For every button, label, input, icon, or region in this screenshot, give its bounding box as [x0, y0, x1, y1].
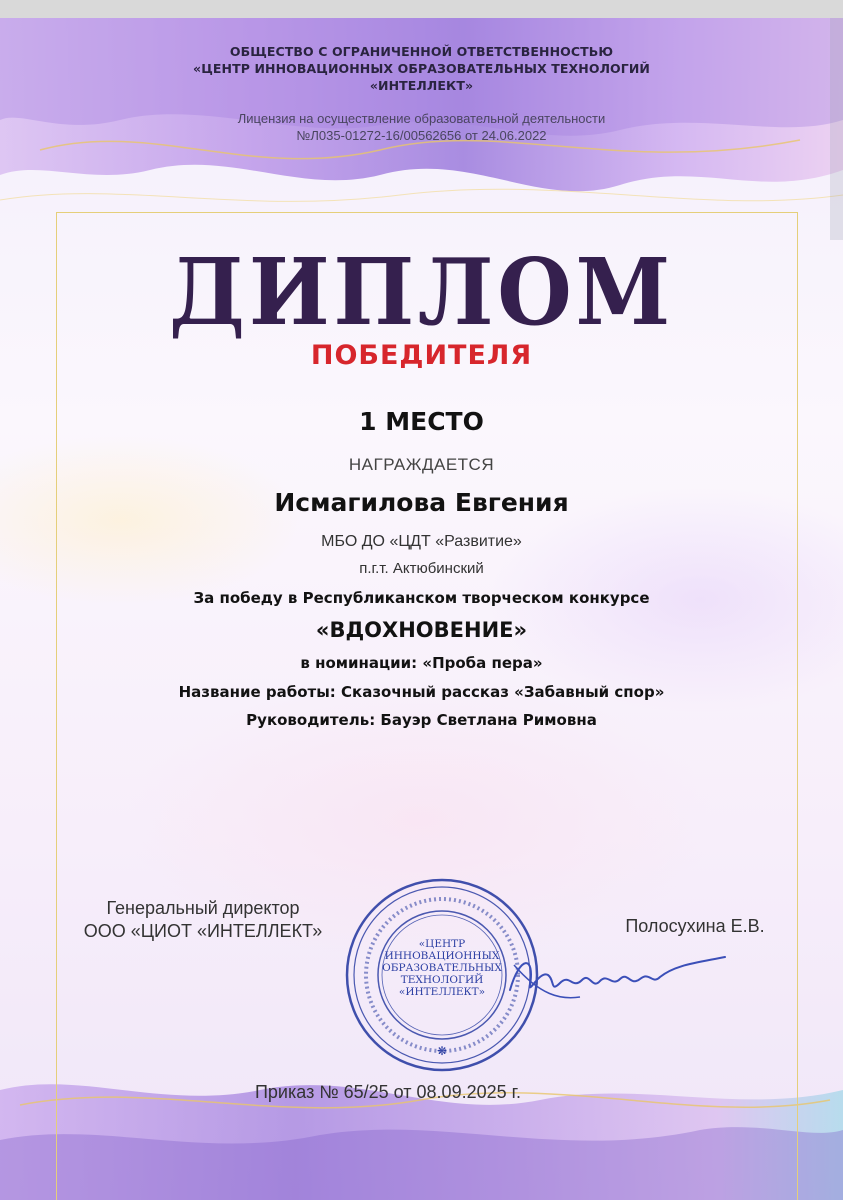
order-number: Приказ № 65/25 от 08.09.2025 г. [254, 1082, 521, 1102]
contest-name: «ВДОХНОВЕНИЕ» [315, 618, 528, 642]
diploma-title: ДИПЛОМ [169, 238, 674, 346]
recipient-city: п.г.т. Актюбинский [359, 560, 484, 577]
director-title [58, 897, 348, 943]
diploma-subtitle: ПОБЕДИТЕЛЯ [310, 340, 533, 371]
place: 1 МЕСТО [359, 407, 484, 436]
recipient-name: Исмагилова Евгения [274, 488, 569, 517]
award-reason: За победу в Республиканском творческом конкурсе [193, 589, 650, 607]
awarded-label: НАГРАЖДАЕТСЯ [348, 455, 495, 474]
director-line-1: Генеральный директор [106, 898, 300, 918]
work-title: Название работы: Сказочный рассказ «Забавный спор» [178, 683, 665, 701]
license-line-1: Лицензия на осуществление образовательной деятельности [237, 111, 606, 126]
license-line-2: №Л035-01272-16/00562656 от 24.06.2022 [296, 128, 547, 143]
svg-text:❋: ❋ [436, 1044, 448, 1058]
stamp-center-text: «ЦЕНТР ИННОВАЦИОННЫХ ОБРАЗОВАТЕЛЬНЫХ ТЕХНОЛОГИЙ «ИНТЕЛЛЕКТ» [382, 938, 502, 998]
handwritten-signature [500, 935, 730, 1015]
director-line-2: ООО «ЦИОТ «ИНТЕЛЛЕКТ» [83, 921, 323, 941]
license-info [0, 110, 843, 144]
org-line-1: ОБЩЕСТВО С ОГРАНИЧЕННОЙ ОТВЕТСТВЕННОСТЬЮ [229, 44, 614, 59]
organization-header [0, 43, 843, 94]
org-line-2: «ЦЕНТР ИННОВАЦИОННЫХ ОБРАЗОВАТЕЛЬНЫХ ТЕХНОЛОГИЙ [193, 61, 650, 76]
recipient-organization: МБО ДО «ЦДТ «Развитие» [321, 533, 522, 550]
signer-name: Полосухина Е.В. [625, 916, 765, 936]
supervisor: Руководитель: Бауэр Светлана Римовна [246, 711, 597, 729]
top-gray-band [0, 0, 843, 18]
nomination: в номинации: «Проба пера» [300, 654, 543, 672]
org-line-3: «ИНТЕЛЛЕКТ» [369, 78, 474, 93]
